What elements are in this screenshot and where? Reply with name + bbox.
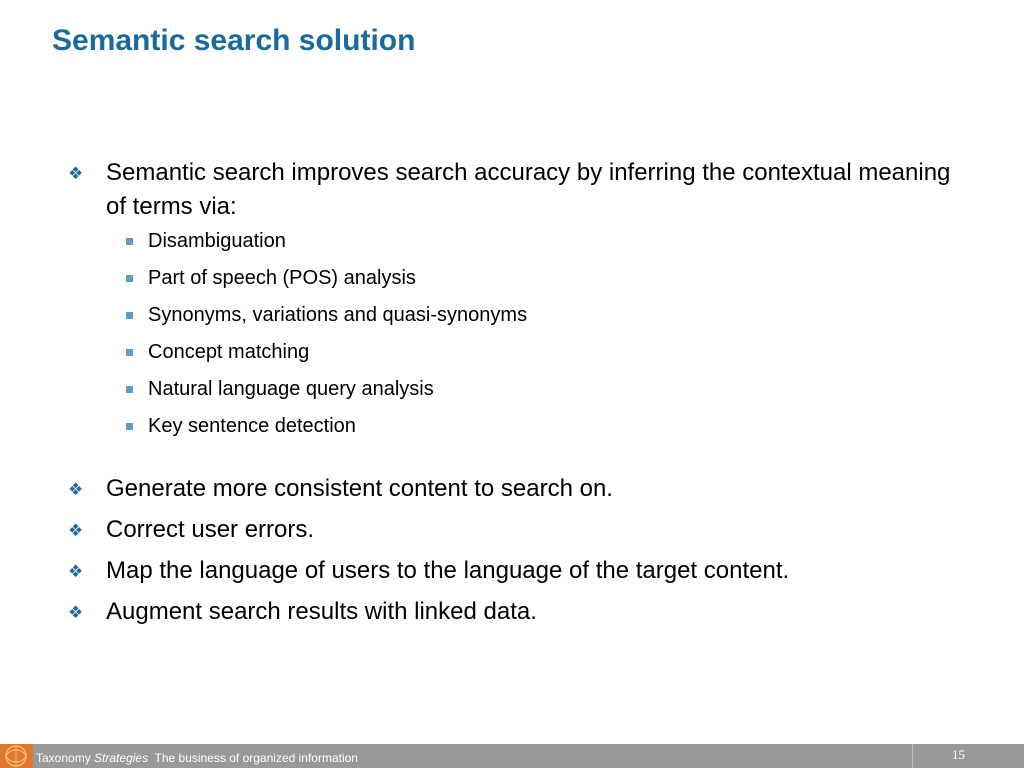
square-bullet-icon (126, 275, 133, 282)
main-bullet (66, 554, 966, 595)
sub-bullet-text: Part of speech (POS) analysis (148, 267, 416, 289)
footer-brand-word1: Taxonomy (36, 751, 91, 765)
square-bullet-icon (126, 349, 133, 356)
four-diamond-bullet-icon: ❖ (68, 603, 84, 622)
secondary-bullet-group (66, 472, 966, 636)
page-number: 15 (952, 747, 965, 762)
main-bullet (66, 472, 966, 513)
four-diamond-bullet-icon: ❖ (68, 521, 84, 540)
square-bullet-icon (126, 312, 133, 319)
sub-bullet-text: Disambiguation (148, 230, 286, 252)
main-bullet-text: Semantic search improves search accuracy by inferring the contextual meaning of terms via: (106, 159, 951, 220)
main-bullet (66, 513, 966, 554)
main-bullet (66, 595, 966, 636)
main-bullet-text: Map the language of users to the language of the target content. (106, 557, 790, 584)
main-bullet-text: Augment search results with linked data. (106, 598, 537, 625)
sub-bullet (126, 376, 966, 413)
sub-bullet-text: Key sentence detection (148, 415, 356, 437)
four-diamond-bullet-icon: ❖ (68, 480, 84, 499)
four-diamond-bullet-icon: ❖ (68, 562, 84, 581)
footer-brand (36, 751, 358, 765)
sub-bullet (126, 265, 966, 302)
main-bullet (66, 156, 966, 224)
brand-logo-icon (0, 744, 33, 768)
main-bullet-group (66, 156, 966, 450)
sub-bullet (126, 413, 966, 450)
main-bullet-text: Correct user errors. (106, 516, 315, 543)
square-bullet-icon (126, 238, 133, 245)
footer-tagline: The business of organized information (154, 751, 358, 765)
four-diamond-bullet-icon: ❖ (68, 164, 84, 183)
slide-title: Semantic search solution (52, 24, 416, 57)
square-bullet-icon (126, 386, 133, 393)
square-bullet-icon (126, 423, 133, 430)
footer-divider (912, 744, 913, 768)
sub-bullet (126, 228, 966, 265)
sub-bullet (126, 302, 966, 339)
bullet-list (66, 156, 966, 636)
sub-bullet-text: Natural language query analysis (148, 378, 434, 400)
main-bullet-text: Generate more consistent content to search on. (106, 475, 613, 502)
sub-bullet-text: Concept matching (148, 341, 310, 363)
footer-bar (0, 744, 1024, 768)
sub-bullet-text: Synonyms, variations and quasi-synonyms (148, 304, 528, 326)
sub-bullet-list (126, 228, 966, 450)
footer-brand-word2: Strategies (94, 751, 149, 765)
sub-bullet (126, 339, 966, 376)
